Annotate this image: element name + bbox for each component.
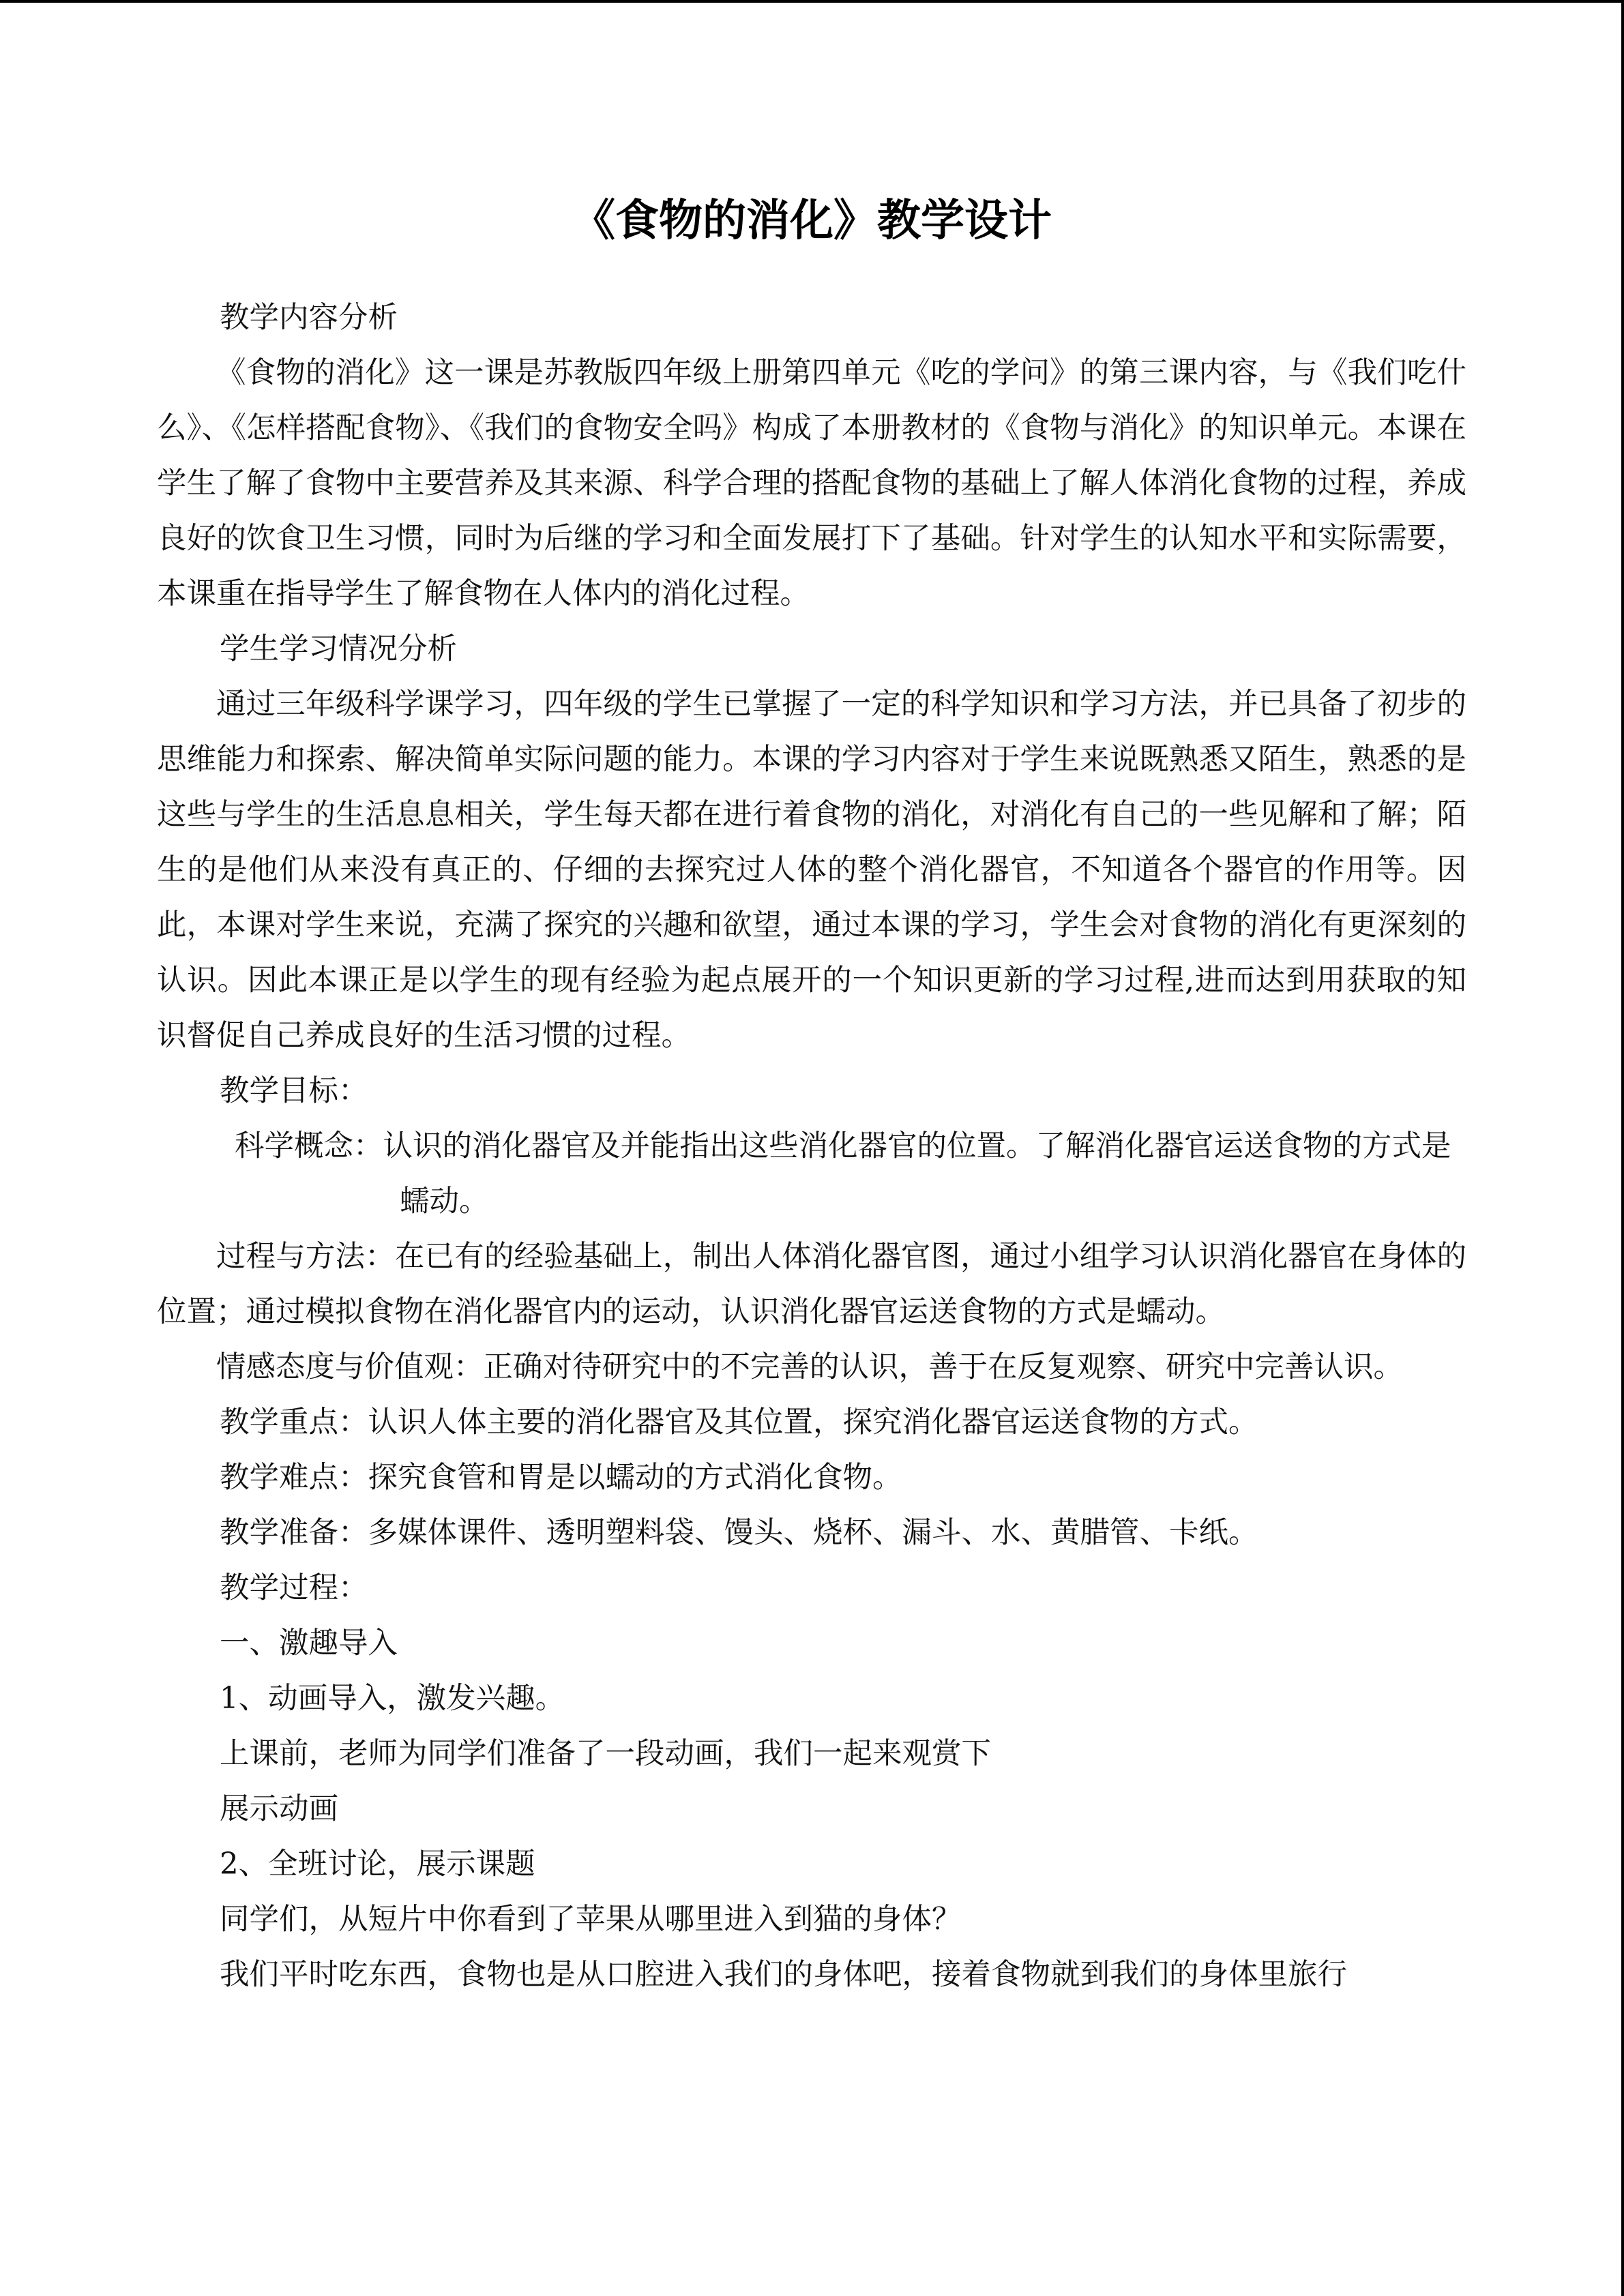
teaching-preparation: 教学准备：多媒体课件、透明塑料袋、馒头、烧杯、漏斗、水、黄腊管、卡纸。 xyxy=(220,1516,1258,1550)
student-analysis-paragraph: 通过三年级科学课学习，四年级的学生已掌握了一定的科学知识和学习方法，并已具备了初步的思维能力和探索、解决简单实际问题的能力。本课的学习内容对于学生来说既熟悉又陌生，熟悉的是这些与学生的生活息息相关，学生每天都在进行着食物的消化，对消化有自己的一些见解和了解；陌生的是他们从来没有真正的、仔细的去探究过人体的整个消化器官，不知道各个器官的作用等。因此，本课对学生来说，充满了探究的兴趣和欲望，通过本课的学习，学生会对食物的消化有更深刻的认识。因此本课正是以学生的现有经验为起点展开的一个知识更新的学习过程,进而达到用获取的知识督促自己养成良好的生活习惯的过程。 xyxy=(157,687,1466,1053)
step1-1-text: 上课前，老师为同学们准备了一段动画，我们一起来观赏下 xyxy=(220,1737,991,1771)
content-analysis-heading: 教学内容分析 xyxy=(220,301,398,335)
objective-process-method: 过程与方法：在已有的经验基础上，制出人体消化器官图，通过小组学习认识消化器官在身体的位置；通过模拟食物在消化器官内的运动，认识消化器官运送食物的方式是蠕动。 xyxy=(157,1240,1466,1329)
step1-2-text: 我们平时吃东西，食物也是从口腔进入我们的身体吧，接着食物就到我们的身体里旅行 xyxy=(220,1958,1347,1992)
page-border-top xyxy=(0,0,1624,3)
step1-1-heading: 1、动画导入，激发兴趣。 xyxy=(220,1682,565,1716)
content-analysis-paragraph: 《食物的消化》这一课是苏教版四年级上册第四单元《吃的学问》的第三课内容，与《我们吃什么》、《怎样搭配食物》、《我们的食物安全吗》构成了本册教材的《食物与消化》的知识单元。本课在学生了解了食物中主要营养及其来源、科学合理的搭配食物的基础上了解人体消化食物的过程，养成良好的饮食卫生习惯，同时为后继的学习和全面发展打下了基础。针对学生的认知水平和实际需要，本课重在指导学生了解食物在人体内的消化过程。 xyxy=(157,356,1466,611)
objectives-heading: 教学目标： xyxy=(220,1074,368,1108)
student-analysis-heading: 学生学习情况分析 xyxy=(220,632,457,666)
document-title: 《食物的消化》教学设计 xyxy=(572,196,1052,246)
teaching-difficulty: 教学难点：探究食管和胃是以蠕动的方式消化食物。 xyxy=(220,1461,902,1495)
step1-2-heading: 2、全班讨论，展示课题 xyxy=(220,1847,535,1881)
step1-heading: 一、激趣导入 xyxy=(220,1626,398,1660)
step1-1-action: 展示动画 xyxy=(220,1792,338,1826)
objective-science-concept: 科学概念：认识的消化器官及并能指出这些消化器官的位置。了解消化器官运送食物的方式是蠕动。 xyxy=(235,1129,1451,1219)
objective-emotion-values: 情感态度与价值观：正确对待研究中的不完善的认识，善于在反复观察、研究中完善认识。 xyxy=(216,1350,1403,1384)
teaching-key-point: 教学重点：认识人体主要的消化器官及其位置，探究消化器官运送食物的方式。 xyxy=(220,1405,1258,1440)
page-border-right xyxy=(1621,0,1624,2296)
step1-2-question: 同学们，从短片中你看到了苹果从哪里进入到猫的身体？ xyxy=(220,1903,962,1937)
process-heading: 教学过程： xyxy=(220,1571,368,1605)
document-body xyxy=(157,290,1466,2003)
